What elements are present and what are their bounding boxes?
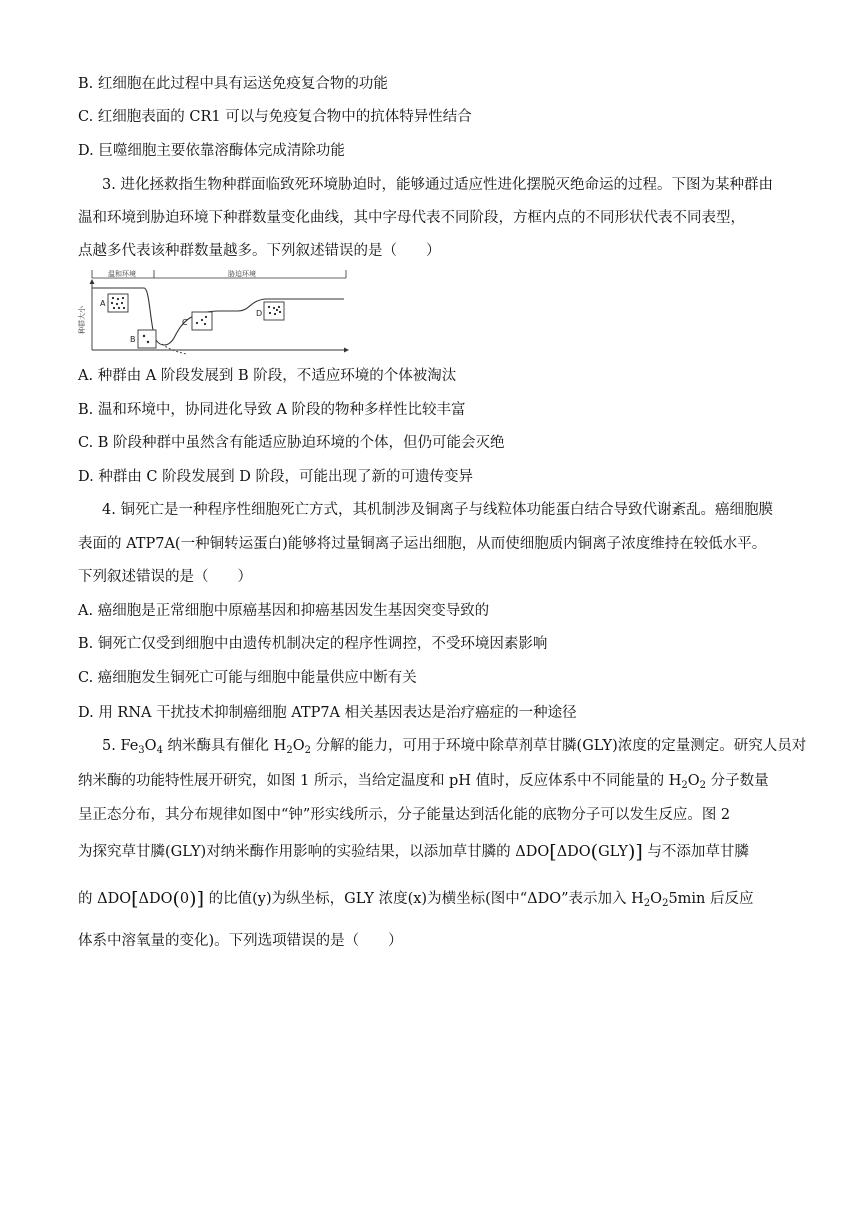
q3-option-d: D. 种群由 C 阶段发展到 D 阶段，可能出现了新的可遗传变异: [78, 469, 473, 485]
q4-option-c: C. 癌细胞发生铜死亡可能与细胞中能量供应中断有关: [78, 670, 417, 686]
stress-env-label: 胁迫环境: [228, 270, 256, 278]
q2-option-b: B. 红细胞在此过程中具有运送免疫复合物的功能: [78, 76, 388, 92]
q2-option-c: C. 红细胞表面的 CR1 可以与免疫复合物中的抗体特异性结合: [78, 109, 472, 125]
y-axis-label: 种群大小: [78, 306, 86, 334]
q4-option-b: B. 铜死亡仅受到细胞中由遗传机制决定的程序性调控，不受环境因素影响: [78, 636, 548, 652]
q3-stem-line-2: 温和环境到胁迫环境下种群数量变化曲线，其中字母代表不同阶段，方框内点的不同形状代表不同表型，: [78, 210, 745, 226]
stage-a-label: A: [100, 299, 106, 308]
stage-d-box: [264, 302, 284, 320]
q4-stem-line-2: 表面的 ATP7A(一种铜转运蛋白)能够将过量铜离子运出细胞，从而使细胞质内铜离子浓度维持在较低水平。: [78, 536, 767, 552]
q4-option-a: A. 癌细胞是正常细胞中原癌基因和抑癌基因发生基因突变导致的: [78, 603, 490, 619]
extinction-dashed: [162, 344, 186, 354]
q5-stem-line-2: 纳米酶的功能特性展开研究，如图 1 所示，当给定温度和 pH 值时，反应体系中不同能量的 $H_2O_2$ 分子数量: [78, 773, 769, 791]
stage-b-label: B: [130, 335, 136, 344]
q5-stem-line-4: 为探究草甘膦(GLY)对纳米酶作用影响的实验结果，以添加草甘膦的 ΔDO[ΔDO(GLY)] 与不添加草甘膦: [78, 841, 749, 863]
q3-stem-line-3: 点越多代表该种群数量越多。下列叙述错误的是（ ）: [78, 243, 441, 259]
q4-stem-line-3: 下列叙述错误的是（ ）: [78, 569, 252, 585]
q2-option-d: D. 巨噬细胞主要依靠溶酶体完成清除功能: [78, 143, 345, 159]
mild-env-label: 温和环境: [108, 270, 136, 278]
q4-stem-line-1: 4. 铜死亡是一种程序性细胞死亡方式，其机制涉及铜离子与线粒体功能蛋白结合导致代谢紊乱。癌细胞膜: [102, 502, 773, 518]
q3-stem-line-1: 3. 进化拯救指生物种群面临致死环境胁迫时，能够通过适应性进化摆脱灭绝命运的过程。下图为某种群由: [102, 177, 773, 193]
q5-stem-line-6: 体系中溶氧量的变化)。下列选项错误的是（ ）: [78, 933, 403, 949]
q5-stem-line-1: 5. $Fe_3O_4$ 纳米酶具有催化 $H_2O_2$ 分解的能力，可用于环境中除草剂草甘膦(GLY)浓度的定量测定。研究人员对: [102, 738, 807, 756]
population-figure: [78, 268, 350, 360]
q3-option-c: C. B 阶段种群中虽然含有能适应胁迫环境的个体，但仍可能会灭绝: [78, 435, 505, 451]
q5-stem-line-5: 的 ΔDO[ΔDO(0)] 的比值(y)为纵坐标，GLY 浓度(x)为横坐标(图中“ΔDO”表示加入 $H_2O_25\min$ 后反应: [78, 888, 754, 910]
stage-d-label: D: [256, 309, 263, 318]
q3-option-b: B. 温和环境中，协同进化导致 A 阶段的物种多样性比较丰富: [78, 402, 466, 418]
q3-option-a: A. 种群由 A 阶段发展到 B 阶段，不适应环境的个体被淘汰: [78, 368, 457, 384]
stage-b-box: [138, 330, 156, 348]
q4-option-d: D. 用 RNA 干扰技术抑制癌细胞 ATP7A 相关基因表达是治疗癌症的一种途径: [78, 705, 577, 721]
q5-stem-line-3: 呈正态分布，其分布规律如图中“钟”形实线所示，分子能量达到活化能的底物分子可以发生反应。图 2: [78, 807, 731, 823]
stage-c-label: C: [182, 318, 188, 327]
